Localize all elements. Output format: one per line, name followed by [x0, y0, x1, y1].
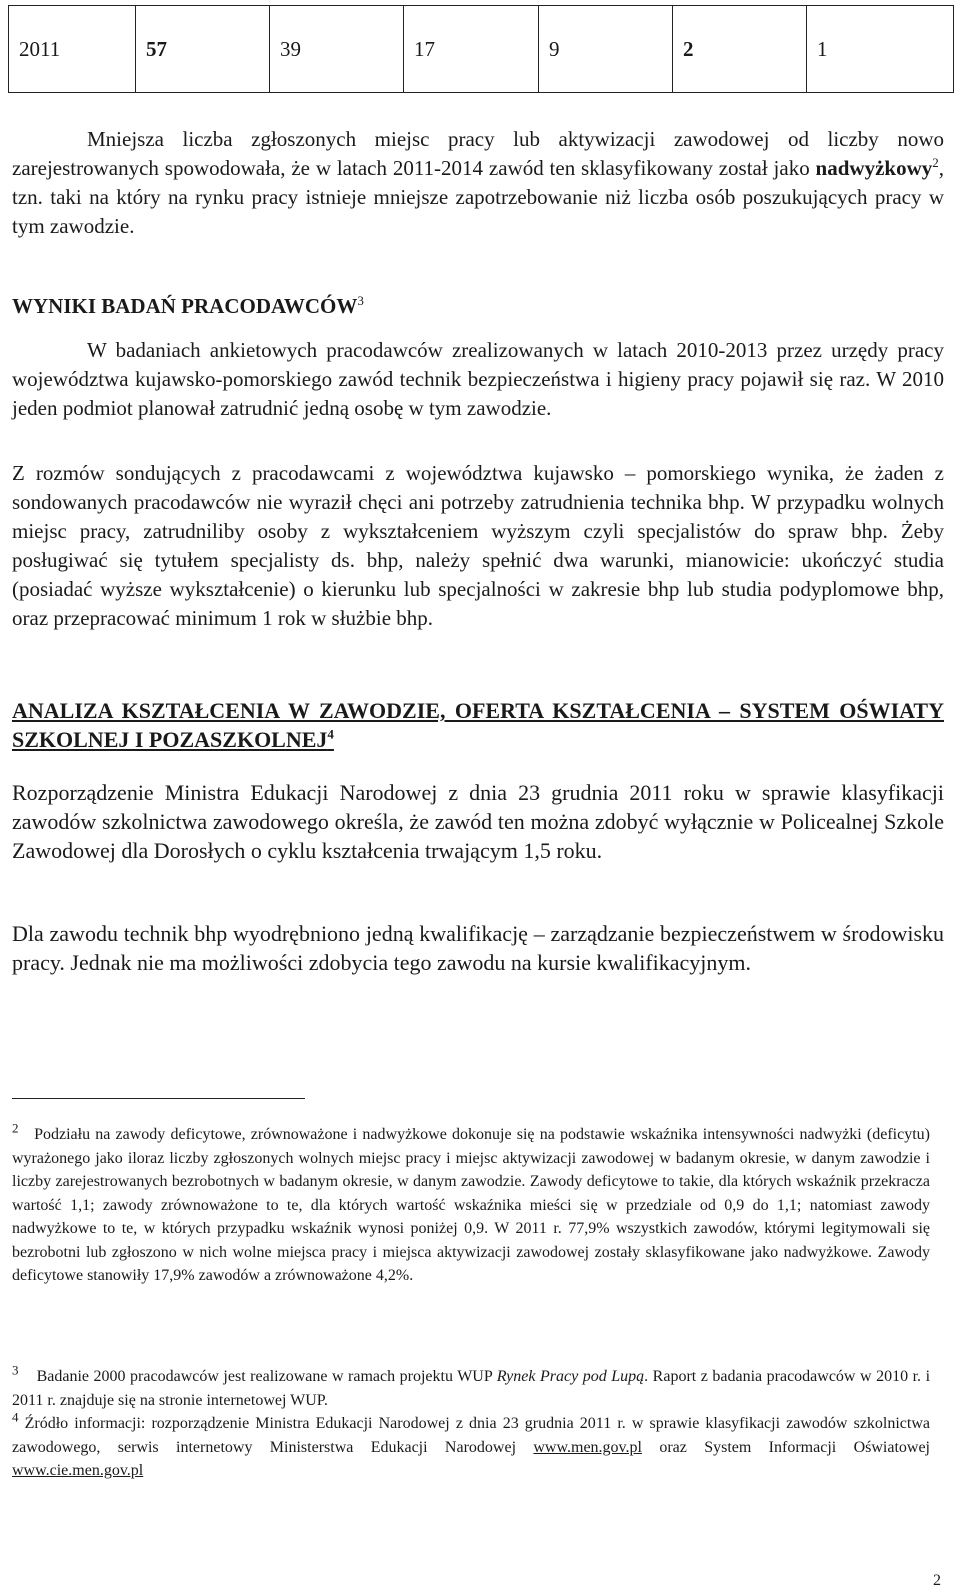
table-cell: 1	[807, 6, 954, 93]
table-row	[9, 6, 954, 93]
section-heading-wyniki	[12, 294, 364, 319]
interviews-paragraph: Z rozmów sondujących z pracodawcami z województwa kujawsko – pomorskiego wynika, że żaden z sondowanych pracodawców nie wyraził chęci ani potrzeby zatrudnienia technika bhp. W przypadku wolnych miejsc pracy, zatrudniliby osoby z wykształceniem wyższym czyli specjalistów do spraw bhp. Żeby posługiwać się tytułem specjalisty ds. bhp, należy spełnić dwa warunki, mianowicie: ukończyć studia (posiadać wyższe wykształcenie) o kierunku lub specjalności w zakresie bhp lub studia podyplomowe bhp, oraz przepracować minimum 1 rok w służbie bhp.	[12, 461, 944, 630]
footnote-ref: 3	[357, 293, 364, 308]
footnote-4	[12, 1409, 931, 1483]
footnote-ref: 4	[327, 726, 334, 742]
footnote-3	[12, 1362, 931, 1412]
men-link[interactable]: www.men.gov.pl	[533, 1438, 642, 1456]
survey-paragraph: W badaniach ankietowych pracodawców zrealizowanych w latach 2010-2013 przez urzędy pracy województwa kujawsko-pomorskiego zawód technik bezpieczeństwa i higieny pracy pojawił się raz. W 2010 jeden podmiot planował zatrudnić jedną osobę w tym zawodzie.	[12, 338, 944, 420]
intro-text: Mniejsza liczba zgłoszonych miejsc pracy lub aktywizacji zawodowej od liczby nowo zarejestrowanych spowodowała, że w latach 2011-2014 zawód ten sklasyfikowany został jako	[12, 127, 944, 180]
table-cell: 17	[404, 6, 539, 93]
regulation-paragraph: Rozporządzenie Ministra Edukacji Narodowej z dnia 23 grudnia 2011 roku w sprawie klasyfikacji zawodów szkolnictwa zawodowego określa, że zawód ten można zdobyć wyłącznie w Policealnej Szkole Zawodowej dla Dorosłych o cyklu kształcenia trwającym 1,5 roku.	[12, 780, 944, 863]
table-cell-year: 2011	[9, 6, 136, 93]
data-table	[8, 5, 954, 93]
footnote-text: Badanie 2000 pracodawców jest realizowane w ramach projektu WUP	[36, 1368, 497, 1385]
intro-text-after: , tzn. taki na który na rynku pracy istnieje mniejsze zapotrzebowanie niż liczba osób poszukujących pracy w tym zawodzie.	[12, 156, 944, 238]
table-cell: 9	[539, 6, 673, 93]
intro-paragraph	[12, 125, 944, 241]
cie-link[interactable]: www.cie.men.gov.pl	[12, 1462, 144, 1479]
project-name: Rynek Pracy pod Lupą	[496, 1368, 645, 1385]
table-cell: 39	[270, 6, 404, 93]
footnote-ref: 2	[932, 155, 939, 170]
footnote-2	[12, 1120, 931, 1288]
footnote-number: 4	[12, 1409, 19, 1425]
footnote-separator	[12, 1098, 305, 1099]
section-heading-analiza	[12, 696, 944, 754]
footnote-text: Źródło informacji: rozporządzenie Ministra Edukacji Narodowej z dnia 23 grudnia 2011 r. w sprawie klasyfikacji zawodów szkolnictwa zawodowego, serwis internetowy Ministerstwa Edukacji Narodowej	[12, 1415, 931, 1456]
footnote-text: Podziału na zawody deficytowe, zrównoważone i nadwyżkowe dokonuje się na podstawie wskaźnika intensywności nadwyżki (deficytu) wyrażonego jako iloraz liczby zgłoszonych wolnych miejsc pracy i miejsc aktywizacji zawodowej w badanym okresie, w danym zawodzie i liczby zarejestrowanych bezrobotnych w badanym okresie, w danym zawodzie. Zawody deficytowe to takie, dla których wskaźnik przekracza wartość 1,1; zawody zrównoważone to te, dla których wartość wskaźnika mieści się w przedziale od 0,9 do 1,1; natomiast zawody nadwyżkowe to te, w których przypadku wskaźnik wynosi poniżej 0,9. W 2011 r. 77,9% wszystkich zawodów, którymi legitymowali się bezrobotni lub zgłoszono w nich wolne miejsca pracy i miejsca aktywizacji zawodowej zostały sklasyfikowane jako nadwyżkowe. Zawody deficytowe stanowiły 17,9% zawodów a zrównoważone 4,2%.	[12, 1126, 931, 1284]
qualification-paragraph: Dla zawodu technik bhp wyodrębniono jedną kwalifikację – zarządzanie bezpieczeństwem w środowisku pracy. Jednak nie ma możliwości zdobycia tego zawodu na kursie kwalifikacyjnym.	[12, 921, 944, 975]
intro-bold-word: nadwyżkowy	[815, 156, 933, 180]
footnote-number: 3	[12, 1362, 19, 1378]
table-cell: 2	[673, 6, 807, 93]
heading-text: WYNIKI BADAŃ PRACODAWCÓW	[12, 294, 358, 318]
footnote-text-after: . Raport z badania pracodawców w 2010 r. i 2011 r. znajduje się na stronie internetowej WUP.	[12, 1368, 931, 1409]
heading-text: ANALIZA KSZTAŁCENIA W ZAWODZIE, OFERTA KSZTAŁCENIA – SYSTEM OŚWIATY SZKOLNEJ I POZASZKOLNEJ	[12, 698, 944, 752]
footnote-text-middle: oraz System Informacji Oświatowej	[641, 1438, 930, 1456]
table-cell: 57	[136, 6, 270, 93]
footnote-number: 2	[12, 1120, 19, 1136]
page-number: 2	[933, 1572, 941, 1589]
